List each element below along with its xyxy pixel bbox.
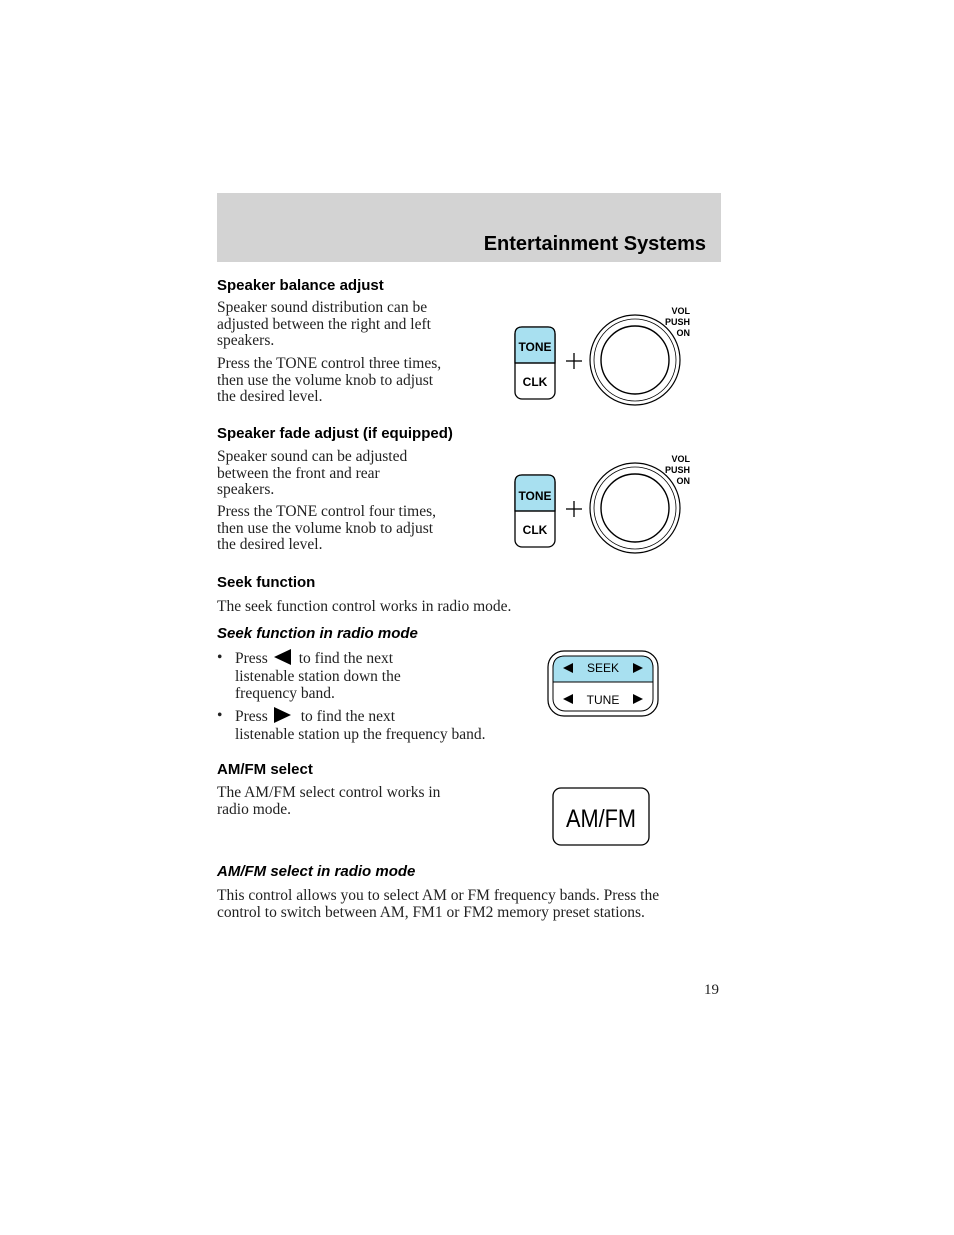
bullet-text: to find the next: [300, 708, 396, 725]
on-label: ON: [676, 328, 690, 338]
vol-label: VOL: [671, 454, 690, 464]
amfm-button-diagram: [550, 786, 654, 848]
volume-knob: [601, 326, 669, 394]
bullet-body: [235, 707, 486, 743]
text-line: This control allows you to select AM or FM frequency bands. Press the: [217, 887, 660, 904]
clk-label: CLK: [522, 375, 548, 389]
text-line: Speaker sound can be adjusted: [217, 448, 408, 465]
seek-heading: Seek function: [217, 574, 316, 591]
text-line: between the front and rear: [217, 464, 380, 482]
press-text: Press: [235, 650, 268, 667]
press-text: Press: [235, 708, 268, 725]
text-line: control to switch between AM, FM1 or FM2 memory preset stations.: [217, 903, 645, 921]
fade-heading: Speaker fade adjust (if equipped): [217, 425, 453, 442]
text-line: then use the volume knob to adjust: [217, 371, 434, 389]
seek-label: SEEK: [586, 661, 620, 675]
seek-subheading: Seek function in radio mode: [217, 625, 418, 642]
text-line: radio mode.: [217, 800, 292, 818]
on-label: ON: [676, 476, 690, 486]
text-line: Press the TONE control four times,: [217, 503, 436, 520]
tone-volume-diagram-fade: [510, 449, 700, 559]
seek-bullet-up: [217, 707, 537, 743]
seek-paragraph: The seek function control works in radio mode.: [217, 598, 512, 615]
text-line: adjusted between the right and left: [217, 315, 431, 333]
bullet-body: [235, 649, 401, 703]
header-band: [217, 193, 721, 262]
bullet-line-1: [235, 649, 401, 668]
push-label: PUSH: [664, 465, 690, 475]
amfm-subheading: AM/FM select in radio mode: [217, 863, 416, 880]
balance-heading: Speaker balance adjust: [217, 277, 384, 294]
tone-label: TONE: [518, 340, 552, 354]
text-line: Speaker sound distribution can be: [217, 299, 428, 316]
balance-paragraph-2: [217, 356, 441, 406]
page-title: Entertainment Systems: [483, 233, 706, 255]
text-line: Press the TONE control three times,: [217, 355, 442, 372]
text-line: the desired level.: [217, 388, 323, 405]
tone-volume-diagram-balance: [510, 300, 700, 410]
bullet-line-2: listenable station down the: [235, 667, 401, 685]
text-line: The AM/FM select control works in: [217, 784, 441, 801]
bullet-text: to find the next: [298, 650, 394, 667]
bullet-dot: •: [217, 649, 223, 666]
amfm-label: AM/FM: [566, 805, 636, 833]
text-line: speakers.: [217, 332, 275, 349]
clk-label: CLK: [522, 523, 548, 537]
push-label: PUSH: [664, 317, 690, 327]
vol-label: VOL: [671, 306, 690, 316]
fade-paragraph-1: [217, 449, 407, 499]
text-line: the desired level.: [217, 536, 323, 553]
tune-label: TUNE: [586, 693, 620, 707]
seek-bullet-down: [217, 649, 537, 703]
bullet-dot: •: [217, 707, 223, 724]
balance-paragraph-1: [217, 300, 431, 350]
amfm-paragraph-1: [217, 785, 440, 818]
volume-knob: [601, 474, 669, 542]
seek-right-arrow-icon: [274, 707, 291, 723]
bullet-line-1: [235, 707, 486, 726]
bullet-line-3: frequency band.: [235, 685, 335, 702]
page-number: 19: [704, 982, 719, 998]
bullet-line-2: listenable station up the frequency band.: [235, 725, 486, 743]
amfm-paragraph-2: [217, 888, 659, 921]
tone-label: TONE: [518, 489, 552, 503]
text-line: then use the volume knob to adjust: [217, 519, 434, 537]
seek-tune-diagram: [545, 648, 661, 720]
text-line: speakers.: [217, 481, 275, 498]
amfm-heading: AM/FM select: [217, 761, 313, 778]
fade-paragraph-2: [217, 504, 436, 554]
seek-left-arrow-icon: [274, 649, 291, 665]
